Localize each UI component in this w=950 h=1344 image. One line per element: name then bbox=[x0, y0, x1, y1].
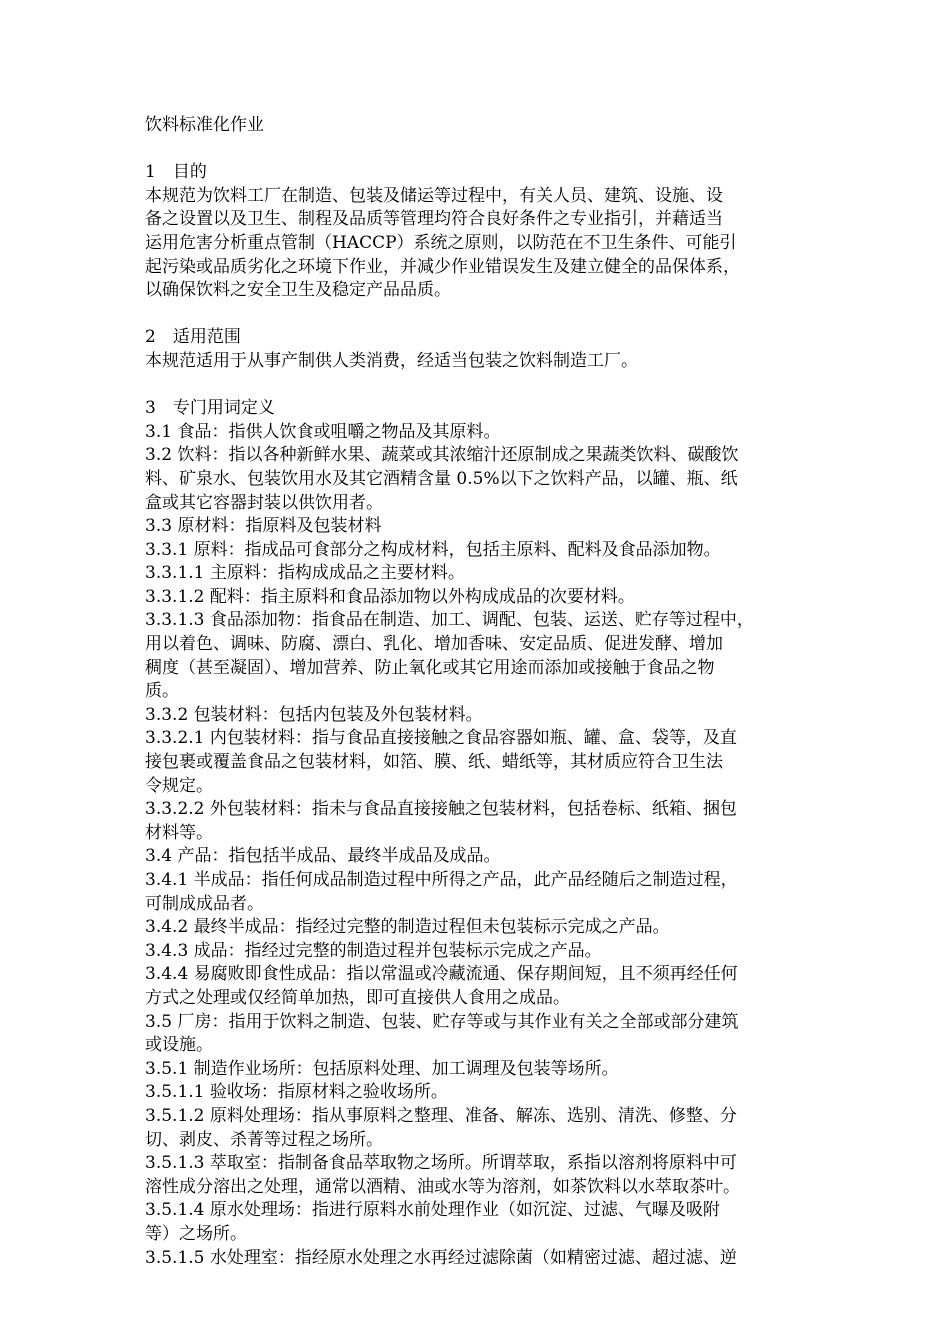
blank-line bbox=[145, 303, 815, 327]
definition-line: 料、矿泉水、包装饮用水及其它酒精含量 0.5%以下之饮料产品，以罐、瓶、纸 bbox=[145, 468, 738, 489]
section-purpose-text bbox=[145, 185, 815, 303]
text-line: 备之设置以及卫生、制程及品质等管理均符合良好条件之专业指引，并藉适当 bbox=[145, 209, 723, 230]
definition-line: 可制成成品者。 bbox=[145, 893, 264, 914]
definition-line: 切、剥皮、杀菁等过程之场所。 bbox=[145, 1129, 383, 1150]
text-line: 本规范适用于从事产制供人类消费，经适当包装之饮料制造工厂。 bbox=[145, 350, 638, 371]
definition-line: 3.3.2.1 内包装材料：指与食品直接接触之食品容器如瓶、罐、盒、袋等，及直 bbox=[145, 728, 737, 749]
definition-line: 稠度（甚至凝固）、增加营养、防止氧化或其它用途而添加或接触于食品之物 bbox=[145, 657, 715, 678]
section-heading: 2 适用范围 bbox=[145, 327, 241, 348]
definition-line: 3.5.1.4 原水处理场：指进行原料水前处理作业（如沉淀、过滤、气曝及吸附 bbox=[145, 1200, 720, 1221]
definition-line: 3.5.1.1 验收场：指原材料之验收场所。 bbox=[145, 1082, 448, 1103]
definition-line: 盒或其它容器封装以供饮用者。 bbox=[145, 492, 383, 513]
definition-line: 方式之处理或仅经简单加热，即可直接供人食用之成品。 bbox=[145, 987, 570, 1008]
section-heading: 1 目的 bbox=[145, 162, 207, 183]
definition-line: 3.5.1 制造作业场所：包括原料处理、加工调理及包装等场所。 bbox=[145, 1058, 619, 1079]
definition-line: 3.3.2.2 外包装材料：指未与食品直接接触之包装材料，包括卷标、纸箱、捆包 bbox=[145, 799, 737, 820]
definition-line: 3.3 原材料：指原料及包装材料 bbox=[145, 516, 382, 537]
definition-line: 3.2 饮料：指以各种新鲜水果、蔬菜或其浓缩汁还原制成之果蔬类饮料、碳酸饮 bbox=[145, 445, 739, 466]
definition-line: 3.4.1 半成品：指任何成品制造过程中所得之产品，此产品经随后之制造过程， bbox=[145, 870, 738, 890]
definition-line: 3.5.1.3 萃取室：指制备食品萃取物之场所。所谓萃取，系指以溶剂将原料中可 bbox=[145, 1153, 737, 1174]
definition-line: 或设施。 bbox=[145, 1035, 213, 1056]
definition-line: 接包裹或覆盖食品之包装材料，如箔、膜、纸、蜡纸等，其材质应符合卫生法 bbox=[145, 752, 723, 773]
document-body bbox=[145, 114, 815, 1270]
text-line: 起污染或品质劣化之环境下作业，并减少作业错误发生及建立健全的品保体系， bbox=[145, 256, 740, 277]
definition-line: 3.1 食品：指供人饮食或咀嚼之物品及其原料。 bbox=[145, 421, 501, 442]
document-title: 饮料标准化作业 bbox=[145, 115, 264, 135]
definition-line: 3.5.1.2 原料处理场：指从事原料之整理、准备、解冻、选别、清洗、修整、分 bbox=[145, 1105, 737, 1126]
text-line: 运用危害分析重点管制（HACCP）系统之原则，以防范在不卫生条件、可能引 bbox=[145, 232, 737, 253]
definition-line: 3.3.1.2 配料：指主原料和食品添加物以外构成成品的次要材料。 bbox=[145, 586, 635, 607]
definition-line: 令规定。 bbox=[145, 775, 213, 796]
definition-line: 3.3.1 原料：指成品可食部分之构成材料，包括主原料、配料及食品添加物。 bbox=[145, 539, 721, 560]
definition-line: 3.4 产品：指包括半成品、最终半成品及成品。 bbox=[145, 846, 501, 867]
text-line: 本规范为饮料工厂在制造、包装及储运等过程中，有关人员、建筑、设施、设 bbox=[145, 185, 723, 206]
definition-line: 3.3.1.3 食品添加物：指食品在制造、加工、调配、包装、运送、贮存等过程中， bbox=[145, 610, 754, 631]
section-heading: 3 专门用词定义 bbox=[145, 398, 275, 419]
definition-line: 质。 bbox=[145, 681, 179, 702]
definition-line: 材料等。 bbox=[145, 822, 213, 843]
definition-line: 用以着色、调味、防腐、漂白、乳化、增加香味、安定品质、促进发酵、增加 bbox=[145, 634, 723, 655]
section-definitions-text bbox=[145, 421, 815, 1270]
definition-line: 3.3.2 包装材料：包括内包装及外包装材料。 bbox=[145, 704, 483, 725]
section-scope-text bbox=[145, 350, 815, 374]
definition-line: 3.5.1.5 水处理室：指经原水处理之水再经过滤除菌（如精密过滤、超过滤、逆 bbox=[145, 1247, 737, 1268]
definition-line: 3.3.1.1 主原料：指构成成品之主要材料。 bbox=[145, 563, 465, 584]
definition-line: 3.4.3 成品：指经过完整的制造过程并包装标示完成之产品。 bbox=[145, 940, 602, 961]
text-line: 以确保饮料之安全卫生及稳定产品品质。 bbox=[145, 280, 451, 301]
definition-line: 等）之场所。 bbox=[145, 1223, 247, 1244]
definition-line: 3.4.2 最终半成品：指经过完整的制造过程但未包装标示完成之产品。 bbox=[145, 917, 670, 938]
definition-line: 3.5 厂房：指用于饮料之制造、包装、贮存等或与其作业有关之全部或部分建筑 bbox=[145, 1011, 739, 1032]
definition-line: 溶性成分溶出之处理，通常以酒精、油或水等为溶剂，如茶饮料以水萃取茶叶。 bbox=[145, 1176, 740, 1197]
definition-line: 3.4.4 易腐败即食性成品：指以常温或冷藏流通、保存期间短，且不须再经任何 bbox=[145, 964, 738, 985]
blank-line bbox=[145, 374, 815, 398]
